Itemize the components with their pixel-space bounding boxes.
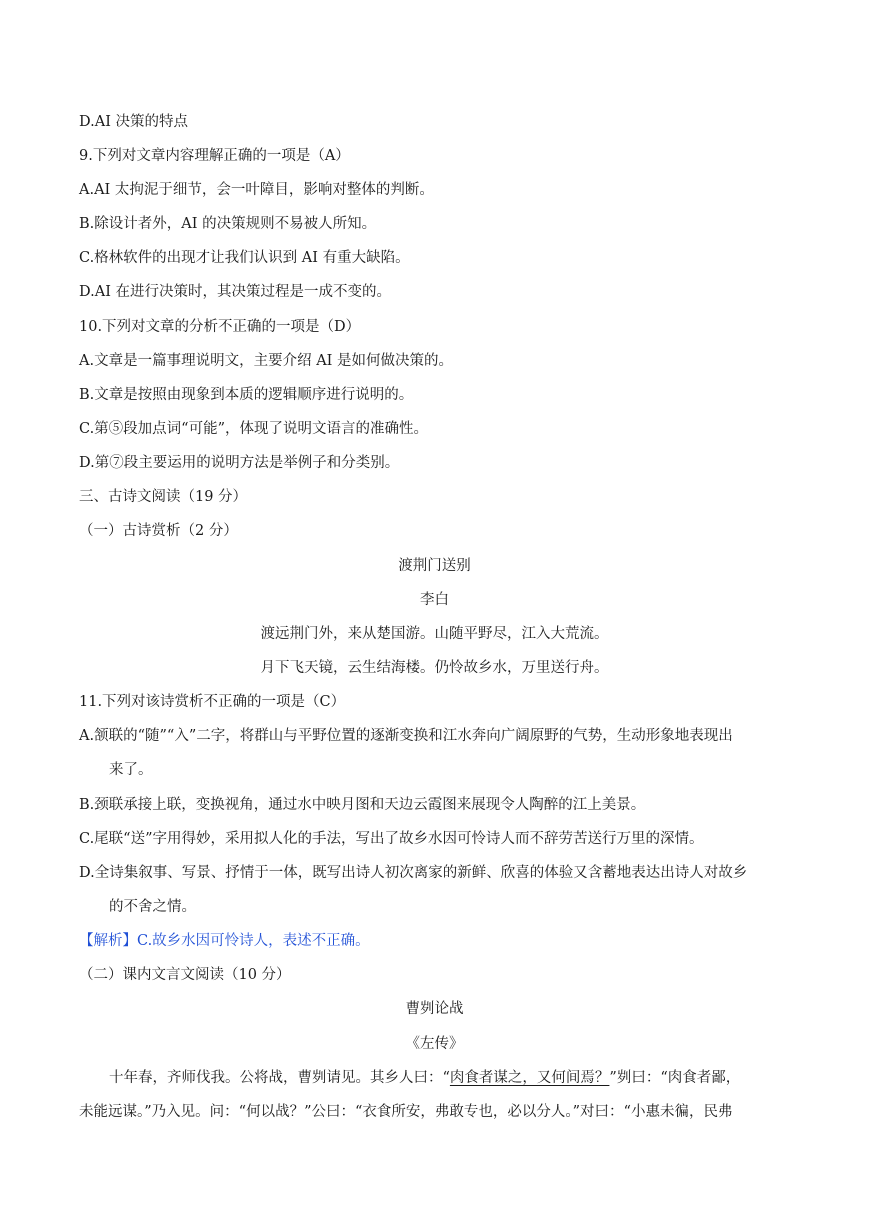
- poem-line-1: 渡远荆门外，来从楚国游。山随平野尽，江入大荒流。: [260, 626, 609, 642]
- q9-option-b: B.除设计者外，AI 的决策规则不易被人所知。: [79, 216, 377, 232]
- prose-paragraph-line-1: [109, 1068, 740, 1088]
- q9-option-d: D.AI 在进行决策时，其决策过程是一成不变的。: [79, 284, 392, 300]
- poem-author: 李白: [420, 592, 449, 608]
- q10-option-a: A.文章是一篇事理说明文，主要介绍 AI 是如何做决策的。: [79, 353, 453, 369]
- underlined-sentence: 肉食者谋之，又何间焉？: [449, 1070, 610, 1086]
- q8-option-d: D.AI 决策的特点: [79, 114, 189, 130]
- q11-option-c: C.尾联“送”字用得妙，采用拟人化的手法，写出了故乡水因可怜诗人而不辞劳苦送行万里的深情。: [79, 831, 704, 847]
- analysis-label: 【解析】: [79, 933, 137, 949]
- q10-option-c: C.第⑤段加点词“可能”，体现了说明文语言的准确性。: [79, 421, 429, 437]
- q11-option-a-line-2: 来了。: [109, 762, 153, 778]
- q9-stem: 9.下列对文章内容理解正确的一项是（A）: [79, 148, 350, 164]
- prose-title: 曹刿论战: [405, 1001, 464, 1017]
- prose-paragraph-line-2: 未能远谋。”乃入见。问：“何以战？”公曰：“衣食所安，弗敢专也，必以分人。”对曰：“小惠未徧，民弗: [79, 1104, 733, 1120]
- q11-option-b: B.颈联承接上联，变换视角，通过水中映月图和天边云霞图来展现令人陶醉的江上美景。: [79, 797, 646, 813]
- q11-option-a-line-1: A.颔联的“随”“入”二字，将群山与平野位置的逐渐变换和江水奔向广阔原野的气势，生动形象地表现出: [79, 728, 733, 744]
- poem-line-2: 月下飞天镜，云生结海楼。仍怜故乡水，万里送行舟。: [260, 660, 609, 676]
- section-3-heading: 三、古诗文阅读（19 分）: [79, 489, 248, 505]
- q10-stem: 10.下列对文章的分析不正确的一项是（D）: [79, 319, 361, 335]
- q11-option-d-line-1: D.全诗集叙事、写景、抒情于一体，既写出诗人初次离家的新鲜、欣喜的体验又含蓄地表达出诗人对故乡: [79, 865, 748, 881]
- q9-option-a: A.AI 太拘泥于细节，会一叶障目，影响对整体的判断。: [79, 182, 434, 198]
- q11-analysis: [79, 931, 370, 951]
- analysis-text: C.故乡水因可怜诗人，表述不正确。: [137, 933, 370, 949]
- prose-source: 《左传》: [405, 1036, 464, 1052]
- q11-stem: 11.下列对该诗赏析不正确的一项是（C）: [79, 694, 346, 710]
- q10-option-d: D.第⑦段主要运用的说明方法是举例子和分类别。: [79, 455, 400, 471]
- subsection-1-heading: （一）古诗赏析（2 分）: [79, 523, 238, 539]
- subsection-2-heading: （二）课内文言文阅读（10 分）: [79, 967, 291, 983]
- q9-option-c: C.格林软件的出现才让我们认识到 AI 有重大缺陷。: [79, 250, 410, 266]
- prose-text-segment: ”刿曰：“肉食者鄙，: [609, 1070, 741, 1086]
- prose-text-segment: 十年春，齐师伐我。公将战，曹刿请见。其乡人曰：“: [109, 1070, 450, 1086]
- q10-option-b: B.文章是按照由现象到本质的逻辑顺序进行说明的。: [79, 387, 414, 403]
- poem-title: 渡荆门送别: [398, 558, 471, 574]
- q11-option-d-line-2: 的不舍之情。: [109, 899, 196, 915]
